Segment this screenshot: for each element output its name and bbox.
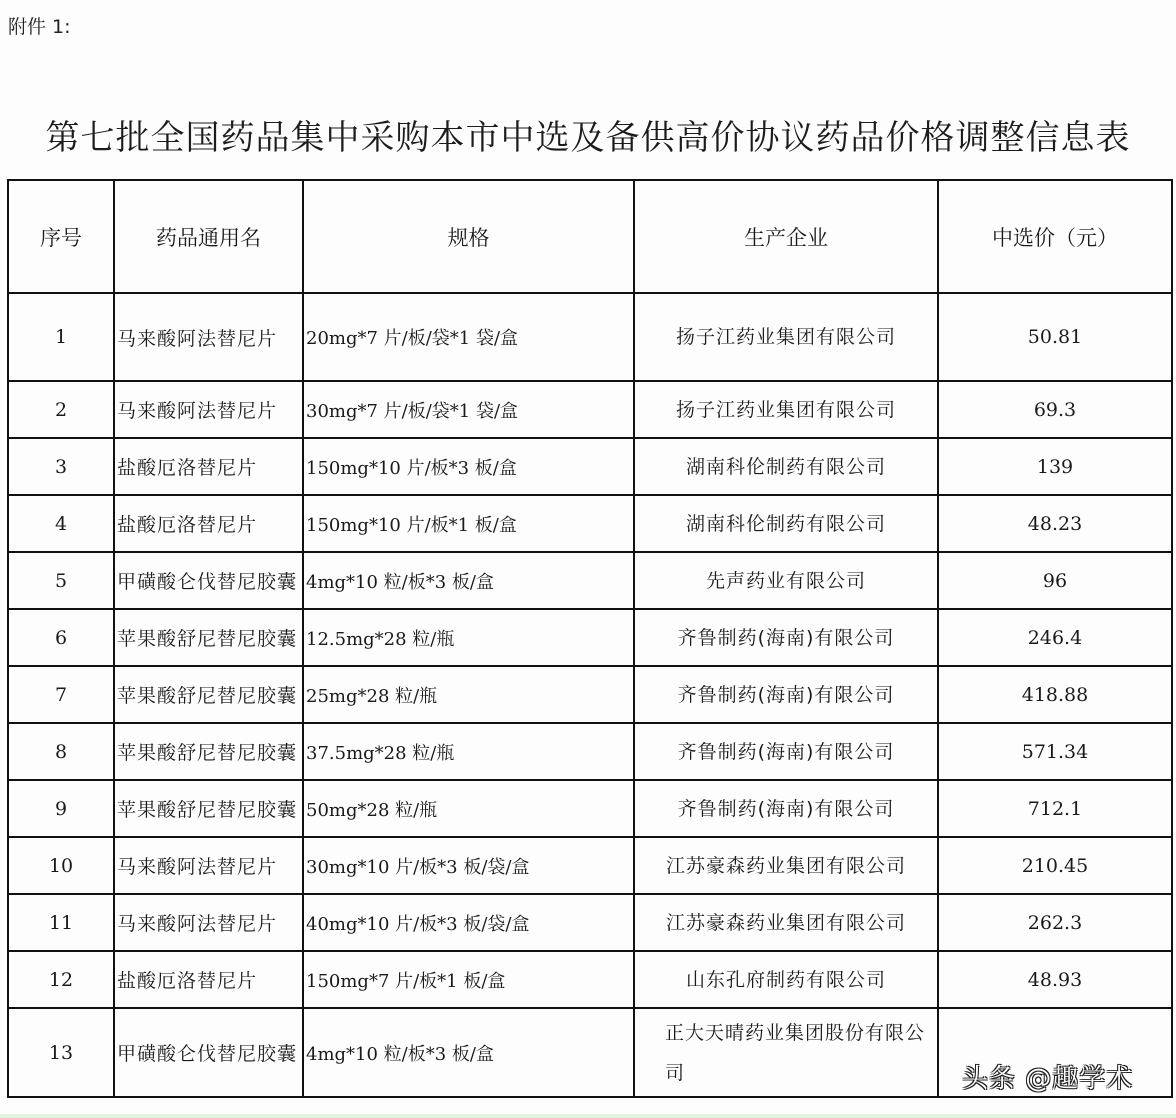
cell-price: 210.45 bbox=[938, 837, 1172, 894]
cell-name: 甲磺酸仑伐替尼胶囊 bbox=[114, 552, 303, 609]
cell-manufacturer: 扬子江药业集团有限公司 bbox=[634, 381, 938, 438]
cell-manufacturer: 江苏豪森药业集团有限公司 bbox=[634, 894, 938, 951]
cell-spec: 30mg*7 片/板/袋*1 袋/盒 bbox=[303, 381, 634, 438]
cell-spec: 50mg*28 粒/瓶 bbox=[303, 780, 634, 837]
cell-no: 4 bbox=[8, 495, 114, 552]
cell-name: 苹果酸舒尼替尼胶囊 bbox=[114, 666, 303, 723]
cell-price: 69.3 bbox=[938, 381, 1172, 438]
cell-name: 马来酸阿法替尼片 bbox=[114, 381, 303, 438]
table-row bbox=[8, 894, 1172, 951]
cell-name: 马来酸阿法替尼片 bbox=[114, 293, 303, 381]
table-row bbox=[8, 495, 1172, 552]
cell-no: 13 bbox=[8, 1008, 114, 1097]
cell-manufacturer: 齐鲁制药(海南)有限公司 bbox=[634, 780, 938, 837]
table-row bbox=[8, 438, 1172, 495]
table-row bbox=[8, 723, 1172, 780]
cell-manufacturer: 扬子江药业集团有限公司 bbox=[634, 293, 938, 381]
cell-manufacturer: 正大天晴药业集团股份有限公司 bbox=[634, 1008, 938, 1097]
cell-no: 3 bbox=[8, 438, 114, 495]
price-table bbox=[7, 179, 1173, 1098]
cell-no: 6 bbox=[8, 609, 114, 666]
cell-name: 盐酸厄洛替尼片 bbox=[114, 495, 303, 552]
cell-name: 马来酸阿法替尼片 bbox=[114, 837, 303, 894]
cell-no: 12 bbox=[8, 951, 114, 1008]
cell-manufacturer: 山东孔府制药有限公司 bbox=[634, 951, 938, 1008]
cell-spec: 25mg*28 粒/瓶 bbox=[303, 666, 634, 723]
cell-price: 712.1 bbox=[938, 780, 1172, 837]
cell-name: 甲磺酸仑伐替尼胶囊 bbox=[114, 1008, 303, 1097]
header-name: 药品通用名 bbox=[114, 180, 303, 293]
cell-manufacturer: 先声药业有限公司 bbox=[634, 552, 938, 609]
cell-no: 2 bbox=[8, 381, 114, 438]
cell-no: 10 bbox=[8, 837, 114, 894]
cell-manufacturer: 湖南科伦制药有限公司 bbox=[634, 438, 938, 495]
cell-spec: 37.5mg*28 粒/瓶 bbox=[303, 723, 634, 780]
bottom-edge-strip bbox=[0, 1114, 1176, 1118]
cell-name: 盐酸厄洛替尼片 bbox=[114, 951, 303, 1008]
cell-spec: 20mg*7 片/板/袋*1 袋/盒 bbox=[303, 293, 634, 381]
annex-label: 附件 1: bbox=[8, 16, 71, 38]
header-price: 中选价（元） bbox=[938, 180, 1172, 293]
cell-manufacturer: 湖南科伦制药有限公司 bbox=[634, 495, 938, 552]
cell-no: 1 bbox=[8, 293, 114, 381]
table-row bbox=[8, 552, 1172, 609]
cell-no: 8 bbox=[8, 723, 114, 780]
table-row bbox=[8, 837, 1172, 894]
cell-manufacturer: 齐鲁制药(海南)有限公司 bbox=[634, 609, 938, 666]
header-spec: 规格 bbox=[303, 180, 634, 293]
cell-no: 9 bbox=[8, 780, 114, 837]
watermark-text: 头条 @趣学术 bbox=[962, 1064, 1134, 1094]
table-row bbox=[8, 780, 1172, 837]
cell-name: 苹果酸舒尼替尼胶囊 bbox=[114, 723, 303, 780]
cell-price: 246.4 bbox=[938, 609, 1172, 666]
cell-price: 139 bbox=[938, 438, 1172, 495]
table-row bbox=[8, 381, 1172, 438]
cell-price: 96 bbox=[938, 552, 1172, 609]
document-title: 第七批全国药品集中采购本市中选及备供高价协议药品价格调整信息表 bbox=[45, 118, 1131, 158]
cell-spec: 30mg*10 片/板*3 板/袋/盒 bbox=[303, 837, 634, 894]
cell-spec: 4mg*10 粒/板*3 板/盒 bbox=[303, 1008, 634, 1097]
cell-name: 苹果酸舒尼替尼胶囊 bbox=[114, 780, 303, 837]
cell-no: 11 bbox=[8, 894, 114, 951]
cell-name: 马来酸阿法替尼片 bbox=[114, 894, 303, 951]
header-manufacturer: 生产企业 bbox=[634, 180, 938, 293]
cell-name: 盐酸厄洛替尼片 bbox=[114, 438, 303, 495]
table-row bbox=[8, 293, 1172, 381]
cell-price: 50.81 bbox=[938, 293, 1172, 381]
cell-spec: 12.5mg*28 粒/瓶 bbox=[303, 609, 634, 666]
header-no: 序号 bbox=[8, 180, 114, 293]
cell-price: 262.3 bbox=[938, 894, 1172, 951]
table-row bbox=[8, 609, 1172, 666]
cell-spec: 40mg*10 片/板*3 板/袋/盒 bbox=[303, 894, 634, 951]
cell-no: 5 bbox=[8, 552, 114, 609]
table-header-row bbox=[8, 180, 1172, 293]
cell-price: 571.34 bbox=[938, 723, 1172, 780]
cell-spec: 150mg*7 片/板*1 板/盒 bbox=[303, 951, 634, 1008]
cell-manufacturer: 齐鲁制药(海南)有限公司 bbox=[634, 666, 938, 723]
cell-no: 7 bbox=[8, 666, 114, 723]
cell-spec: 4mg*10 粒/板*3 板/盒 bbox=[303, 552, 634, 609]
cell-spec: 150mg*10 片/板*3 板/盒 bbox=[303, 438, 634, 495]
cell-manufacturer: 江苏豪森药业集团有限公司 bbox=[634, 837, 938, 894]
cell-name: 苹果酸舒尼替尼胶囊 bbox=[114, 609, 303, 666]
cell-spec: 150mg*10 片/板*1 板/盒 bbox=[303, 495, 634, 552]
table-row bbox=[8, 666, 1172, 723]
cell-manufacturer: 齐鲁制药(海南)有限公司 bbox=[634, 723, 938, 780]
cell-price: 418.88 bbox=[938, 666, 1172, 723]
cell-price: 48.93 bbox=[938, 951, 1172, 1008]
cell-price: 48.23 bbox=[938, 495, 1172, 552]
table-row bbox=[8, 951, 1172, 1008]
